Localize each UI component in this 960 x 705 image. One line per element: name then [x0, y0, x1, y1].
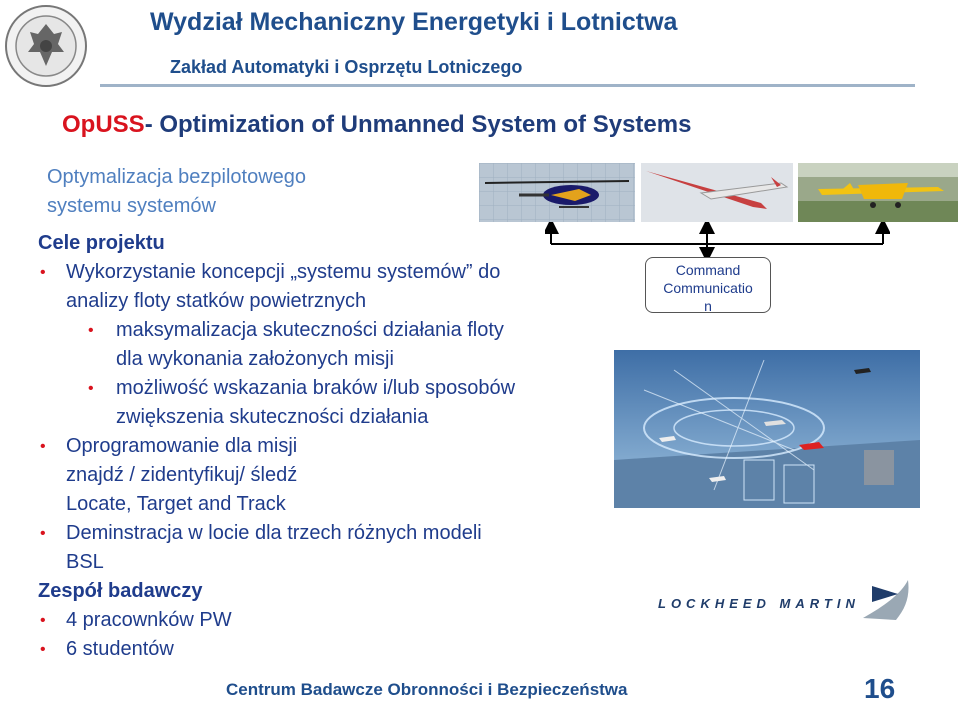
bullet-text: 4 pracownków PW	[66, 609, 232, 631]
bullet-text: Locate, Target and Track	[66, 493, 286, 515]
bullet-text: możliwość wskazania braków i/lub sposobów	[116, 377, 516, 399]
bullet-text: 6 studentów	[66, 638, 174, 660]
yellow-plane-photo	[798, 163, 958, 222]
bullet-dot-icon: •	[40, 438, 46, 455]
command-communication-box	[645, 257, 771, 313]
helicopter-photo	[479, 163, 635, 222]
bullet-dot-icon: •	[88, 322, 94, 339]
faculty-title: Wydział Mechaniczny Energetyki i Lotnictwa	[150, 8, 678, 36]
slide-subtitle-line: systemu systemów	[47, 195, 216, 217]
bullet-text: Oprogramowanie dla misji	[66, 435, 298, 457]
slide-body	[38, 229, 618, 664]
team-heading: Zespół badawczy	[38, 580, 203, 602]
bullet-text: znajdź / zidentyfikuj/ śledź	[66, 464, 298, 486]
glider-photo	[641, 163, 793, 222]
bullet-dot-icon: •	[40, 641, 46, 658]
bullet-text: BSL	[66, 551, 104, 573]
bullet-dot-icon: •	[88, 380, 94, 397]
page-number: 16	[864, 673, 896, 704]
slide-subtitle-line: Optymalizacja bezpilotowego	[47, 166, 307, 188]
footer-text: Centrum Badawcze Obronności i Bezpieczeństwa	[226, 680, 628, 699]
bullet-item	[38, 519, 618, 577]
university-seal-logo	[4, 4, 88, 88]
bullet-item	[38, 258, 618, 316]
bullet-text: zwiększenia skuteczności działania	[116, 406, 429, 428]
mission-scenario-illustration	[614, 350, 920, 508]
lockheed-martin-logo	[658, 574, 918, 634]
command-label-line: n	[704, 298, 712, 314]
sub-bullet-item	[38, 316, 618, 374]
command-label-line: Communicatio	[663, 280, 753, 296]
goals-heading: Cele projektu	[38, 232, 165, 254]
slide-title-acronym: OpUSS	[62, 111, 145, 138]
department-subtitle: Zakład Automatyki i Osprzętu Lotniczego	[170, 57, 523, 77]
bullet-text: Deminstracja w locie dla trzech różnych modeli	[66, 522, 482, 544]
command-label-line: Command	[675, 262, 741, 278]
svg-text:LOCKHEED MARTIN: LOCKHEED MARTIN	[658, 596, 860, 611]
bullet-text: analizy floty statków powietrznych	[66, 290, 367, 312]
bullet-item	[38, 606, 618, 635]
sub-bullet-item	[38, 374, 618, 432]
bullet-text: Wykorzystanie koncepcji „systemu systemów” do	[66, 261, 501, 283]
bullet-item	[38, 635, 618, 664]
slide-subtitle	[47, 163, 427, 221]
slide-title-text: - Optimization of Unmanned System of Systems	[144, 111, 692, 138]
bullet-dot-icon: •	[40, 525, 46, 542]
bullet-text: dla wykonania założonych misji	[116, 348, 394, 370]
slide-title	[62, 111, 691, 139]
bullet-dot-icon: •	[40, 612, 46, 629]
bullet-item	[38, 432, 618, 519]
bullet-dot-icon: •	[40, 264, 46, 281]
bullet-text: maksymalizacja skuteczności działania floty	[116, 319, 504, 341]
header-divider	[100, 84, 915, 87]
